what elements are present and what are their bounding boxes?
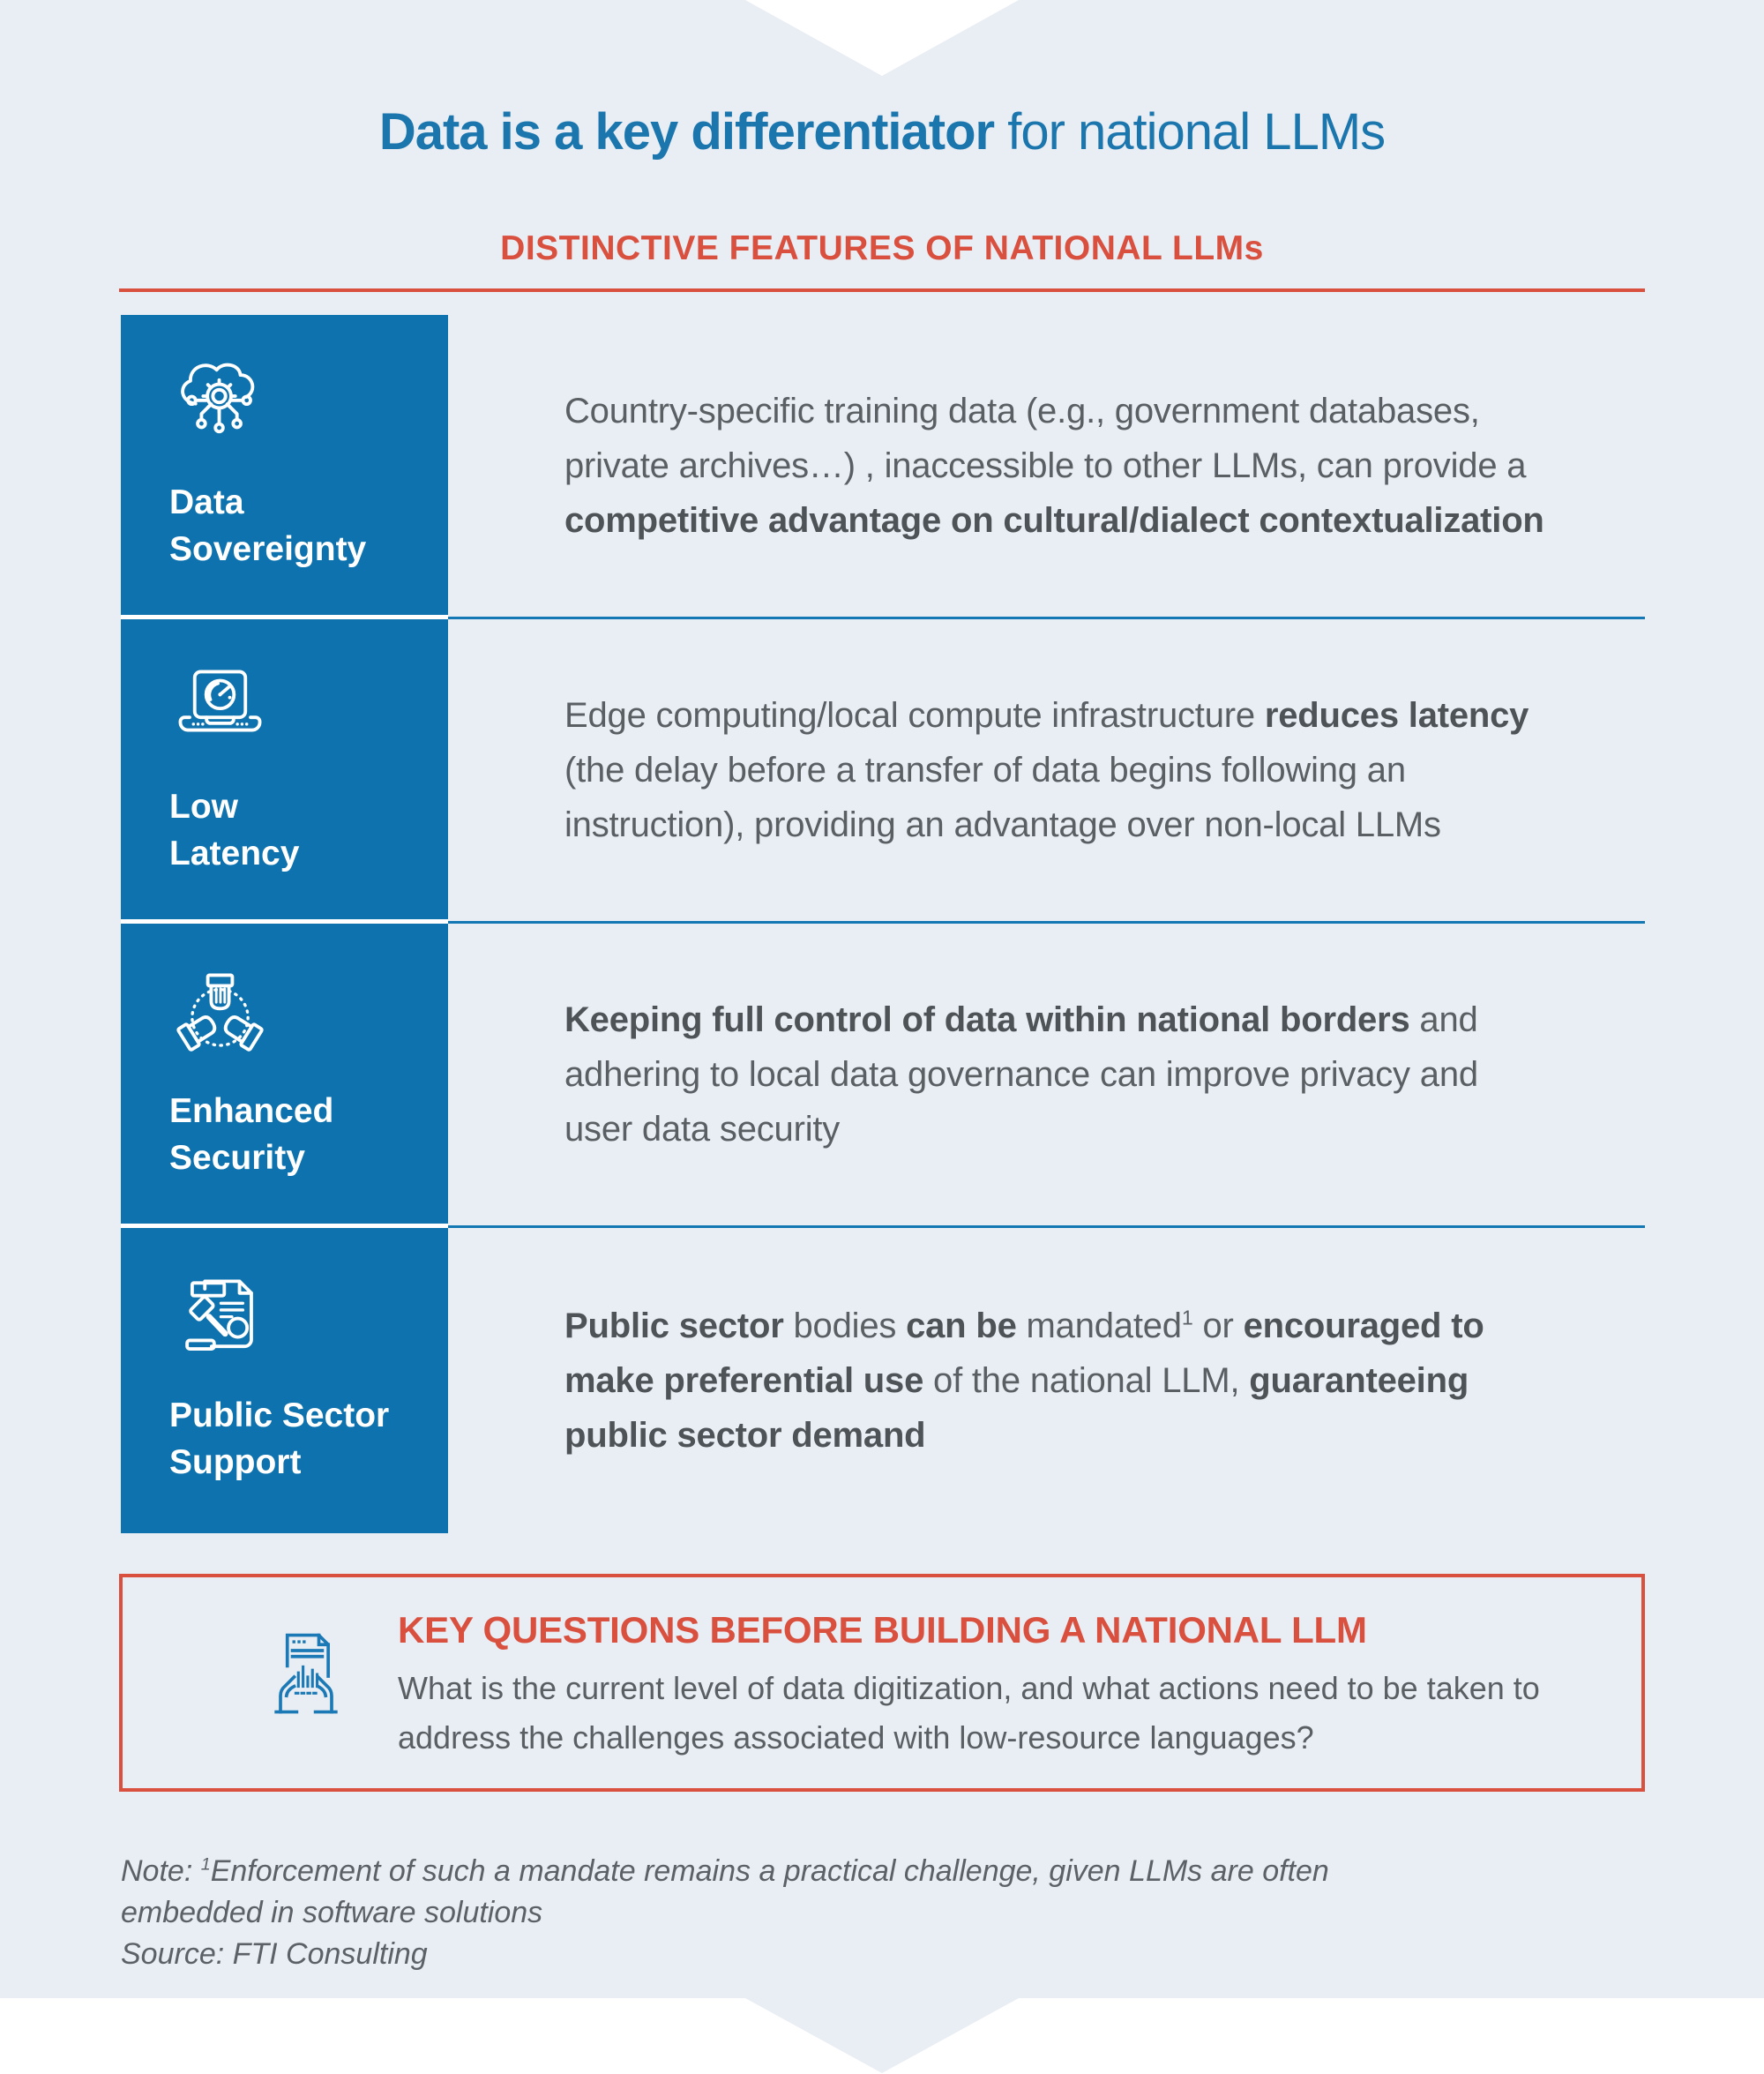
feature-label-line: Security (169, 1139, 305, 1177)
description-line: Public sector bodies can be mandated$^1$ or encouraged to (564, 1306, 1484, 1345)
top-chevron-decoration (745, 0, 1019, 76)
description-line: (the delay before a transfer of data begins following an (564, 751, 1406, 790)
red-divider-line (119, 288, 1645, 292)
feature-description (564, 384, 1544, 548)
feature-row-public-sector-support (121, 1228, 1645, 1533)
feature-tile (121, 1228, 448, 1533)
feature-row-data-sovereignty (121, 315, 1645, 619)
source-line: Source: FTI Consulting (121, 1937, 428, 1971)
feature-description (564, 688, 1529, 852)
feature-label (169, 1392, 432, 1486)
feature-label-line: Low (169, 788, 238, 826)
description-line: competitive advantage on cultural/dialect contextualization (564, 501, 1544, 540)
feature-tile (121, 924, 448, 1228)
feature-description-cell (448, 315, 1645, 619)
cloud-gear-network-icon (169, 356, 432, 457)
description-line: Country-specific training data (e.g., government databases, (564, 392, 1480, 431)
key-questions-text (398, 1664, 1540, 1763)
gavel-document-icon (169, 1269, 432, 1370)
feature-description-cell (448, 619, 1645, 924)
key-question-line: address the challenges associated with low-resource languages? (398, 1719, 1314, 1756)
feature-description-cell (448, 924, 1645, 1228)
laptop-speedometer-icon (169, 660, 432, 761)
note-line: embedded in software solutions (121, 1896, 543, 1929)
feature-row-low-latency (121, 619, 1645, 924)
description-line: adhering to local data governance can improve privacy and (564, 1055, 1478, 1094)
key-questions-panel (119, 1574, 1645, 1792)
feature-label-line: Sovereignty (169, 530, 367, 568)
feature-description (564, 992, 1478, 1157)
note-line: Note: $^1$Enforcement of such a mandate remains a practical challenge, given LLMs are often (121, 1854, 1329, 1888)
description-line: Edge computing/local compute infrastructure reduces latency (564, 696, 1529, 735)
footnote (121, 1851, 1329, 1975)
page-title-rest: for national LLMs (994, 103, 1386, 161)
key-question-line: What is the current level of data digitization, and what actions need to be taken to (398, 1670, 1540, 1706)
feature-label-line: Public Sector (169, 1396, 390, 1434)
feature-label (169, 1088, 432, 1181)
feature-label-line: Support (169, 1443, 302, 1481)
report-in-hands-icon (255, 1625, 357, 1727)
description-line: public sector demand (564, 1416, 926, 1455)
feature-label-line: Latency (169, 835, 300, 872)
feature-tile (121, 619, 448, 924)
feature-label-line: Data (169, 483, 244, 521)
description-line: make preferential use of the national LLM, guaranteeing (564, 1361, 1469, 1400)
page-title-emphasis: Data is a key differentiator (378, 103, 995, 161)
description-line: instruction), providing an advantage over non-local LLMs (564, 805, 1441, 844)
description-line: user data security (564, 1110, 841, 1149)
key-questions-content (398, 1609, 1540, 1763)
feature-row-enhanced-security (121, 924, 1645, 1228)
feature-label-line: Enhanced (169, 1092, 334, 1130)
feature-description (564, 1299, 1484, 1463)
features-table (121, 315, 1645, 1533)
bottom-chevron-decoration (745, 1998, 1019, 2073)
feature-label (169, 479, 432, 573)
feature-description-cell (448, 1228, 1645, 1533)
description-line: private archives…) , inaccessible to other LLMs, can provide a (564, 446, 1527, 485)
hands-together-icon (169, 964, 432, 1066)
bottom-band (0, 1998, 1764, 2074)
feature-tile (121, 315, 448, 619)
feature-label (169, 783, 432, 877)
key-questions-title: KEY QUESTIONS BEFORE BUILDING A NATIONAL LLM (398, 1609, 1367, 1651)
section-heading: DISTINCTIVE FEATURES OF NATIONAL LLMs (500, 229, 1264, 267)
page-title (0, 102, 1764, 161)
description-line: Keeping full control of data within national borders and (564, 1000, 1478, 1039)
